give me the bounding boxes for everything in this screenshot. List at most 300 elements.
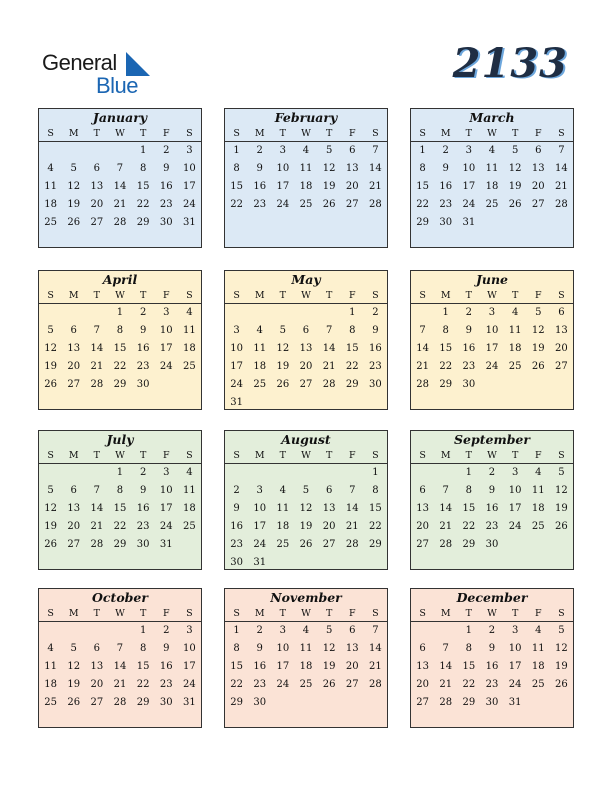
- day-cell: 1: [419, 145, 426, 156]
- day-cell: 13: [322, 503, 336, 514]
- day-cell: 14: [416, 343, 429, 354]
- weekday-label: S: [186, 290, 193, 301]
- weekday-header-row: [39, 126, 201, 142]
- week-row: [411, 536, 573, 554]
- day-cell: 2: [139, 467, 147, 478]
- day-cell: 29: [369, 539, 382, 550]
- day-cell: 24: [230, 379, 243, 390]
- day-cell: 19: [276, 361, 290, 372]
- week-row: [411, 622, 573, 640]
- day-cell: 12: [322, 643, 336, 654]
- weekday-label: T: [511, 450, 519, 461]
- day-cell: 31: [183, 697, 196, 708]
- day-cell: 12: [531, 325, 545, 336]
- week-row: [411, 196, 573, 214]
- day-cell: [271, 554, 294, 572]
- day-cell: [85, 622, 108, 640]
- week-row: [225, 376, 387, 394]
- month-title: December: [456, 590, 528, 605]
- day-cell: 11: [485, 163, 499, 174]
- weekday-label: T: [93, 290, 101, 301]
- day-cell: 3: [163, 307, 170, 318]
- weekday-label: S: [419, 450, 426, 461]
- day-cell: 11: [183, 325, 196, 336]
- day-cell: 13: [67, 503, 81, 514]
- day-cell: 24: [159, 521, 173, 532]
- day-cell: [85, 142, 108, 160]
- day-cell: [271, 464, 294, 482]
- day-cell: 15: [369, 503, 382, 514]
- month-january: [38, 108, 202, 248]
- day-cell: 1: [442, 307, 449, 318]
- day-cell: 24: [253, 539, 267, 550]
- day-cell: 16: [439, 181, 453, 192]
- weekday-label: S: [558, 608, 565, 619]
- day-cell: 10: [276, 643, 290, 654]
- day-cell: 7: [349, 485, 356, 496]
- week-row: [411, 658, 573, 676]
- day-cell: 26: [508, 199, 522, 210]
- day-cell: 7: [325, 325, 333, 336]
- day-cell: 19: [322, 181, 336, 192]
- month-title: February: [274, 110, 338, 125]
- day-cell: 9: [442, 163, 449, 174]
- day-cell: 7: [93, 325, 101, 336]
- day-cell: 20: [67, 521, 81, 532]
- day-cell: 5: [47, 485, 54, 496]
- day-cell: 24: [276, 199, 290, 210]
- day-cell: 13: [67, 343, 81, 354]
- weekday-label: T: [325, 608, 333, 619]
- day-cell: 17: [183, 661, 196, 672]
- day-cell: 1: [233, 625, 240, 636]
- day-cell: [225, 304, 248, 322]
- week-row: [39, 196, 201, 214]
- day-cell: [271, 304, 294, 322]
- day-cell: 23: [136, 521, 150, 532]
- day-cell: 28: [439, 697, 453, 708]
- week-row: [225, 500, 387, 518]
- day-cell: [39, 464, 62, 482]
- day-cell: 14: [345, 503, 359, 514]
- day-cell: 10: [230, 343, 243, 354]
- day-cell: 15: [113, 343, 127, 354]
- day-cell: 16: [230, 521, 243, 532]
- weekday-label: S: [233, 608, 240, 619]
- week-row: [411, 214, 573, 232]
- day-cell: 7: [442, 643, 449, 654]
- day-cell: 18: [299, 661, 313, 672]
- day-cell: 12: [508, 163, 522, 174]
- weekday-label: M: [440, 128, 451, 139]
- day-cell: 21: [113, 199, 127, 210]
- day-cell: 26: [322, 199, 336, 210]
- weekday-header-row: [225, 288, 387, 304]
- day-cell: 5: [47, 325, 54, 336]
- week-row: [39, 536, 201, 554]
- day-cell: 17: [276, 181, 290, 192]
- day-cell: 27: [555, 361, 568, 372]
- day-cell: 10: [462, 163, 476, 174]
- day-cell: 2: [163, 625, 170, 636]
- day-cell: 20: [90, 199, 104, 210]
- day-cell: 12: [276, 343, 290, 354]
- day-cell: [411, 622, 434, 640]
- day-cell: [411, 464, 434, 482]
- day-cell: 24: [462, 199, 476, 210]
- day-cell: 4: [47, 163, 54, 174]
- day-cell: 22: [113, 521, 127, 532]
- day-cell: 20: [67, 361, 81, 372]
- day-cell: 26: [555, 521, 568, 532]
- day-cell: 15: [416, 181, 429, 192]
- day-cell: [504, 536, 527, 554]
- weekday-label: T: [511, 608, 519, 619]
- week-row: [411, 482, 573, 500]
- day-cell: [364, 554, 387, 572]
- day-cell: 20: [345, 181, 359, 192]
- day-cell: 28: [439, 539, 453, 550]
- weekday-label: T: [93, 450, 101, 461]
- day-cell: 22: [230, 199, 243, 210]
- day-cell: 24: [183, 679, 196, 690]
- day-cell: 8: [233, 163, 240, 174]
- day-cell: 10: [508, 485, 522, 496]
- day-cell: 12: [44, 503, 57, 514]
- day-cell: 30: [439, 217, 453, 228]
- week-row: [411, 322, 573, 340]
- day-cell: [504, 214, 527, 232]
- day-cell: [550, 214, 573, 232]
- day-cell: 19: [67, 679, 81, 690]
- day-cell: 6: [93, 163, 101, 174]
- day-cell: [527, 536, 550, 554]
- day-cell: 12: [44, 343, 57, 354]
- day-cell: 6: [93, 643, 101, 654]
- day-cell: 3: [279, 145, 287, 156]
- day-cell: 2: [163, 145, 170, 156]
- week-row: [225, 658, 387, 676]
- day-cell: 21: [555, 181, 568, 192]
- day-cell: 27: [299, 379, 313, 390]
- day-cell: 12: [67, 181, 81, 192]
- day-cell: 23: [369, 361, 382, 372]
- day-cell: 28: [369, 199, 382, 210]
- weekday-label: T: [279, 128, 287, 139]
- day-cell: 2: [442, 145, 449, 156]
- day-cell: 9: [488, 485, 496, 496]
- day-cell: 4: [302, 625, 310, 636]
- day-cell: 25: [44, 697, 57, 708]
- day-cell: 15: [113, 503, 127, 514]
- weekday-label: W: [487, 450, 497, 461]
- day-cell: 8: [442, 325, 449, 336]
- day-cell: 11: [276, 503, 290, 514]
- day-cell: 24: [159, 361, 173, 372]
- day-cell: 9: [488, 643, 496, 654]
- day-cell: 26: [299, 539, 313, 550]
- day-cell: 1: [349, 307, 356, 318]
- month-june: [410, 270, 574, 410]
- weekday-label: M: [68, 290, 79, 301]
- day-cell: 2: [488, 625, 496, 636]
- day-cell: 22: [416, 199, 429, 210]
- month-november: [224, 588, 388, 728]
- week-row: [39, 658, 201, 676]
- day-cell: 23: [439, 199, 453, 210]
- weekday-label: T: [325, 450, 333, 461]
- day-cell: 6: [302, 325, 310, 336]
- week-row: [411, 340, 573, 358]
- day-cell: 11: [253, 343, 267, 354]
- day-cell: 29: [230, 697, 243, 708]
- day-cell: 2: [139, 307, 147, 318]
- day-cell: 5: [70, 163, 77, 174]
- day-cell: 18: [183, 343, 196, 354]
- day-cell: 30: [462, 379, 476, 390]
- weekday-label: S: [47, 128, 54, 139]
- day-cell: 30: [136, 379, 150, 390]
- week-row: [39, 160, 201, 178]
- weekday-label: S: [233, 450, 240, 461]
- day-cell: 9: [372, 325, 379, 336]
- day-cell: 23: [253, 679, 267, 690]
- week-row: [225, 518, 387, 536]
- day-cell: 26: [67, 217, 81, 228]
- day-cell: 12: [322, 163, 336, 174]
- day-cell: [318, 554, 341, 572]
- weekday-label: W: [487, 128, 497, 139]
- day-cell: 10: [508, 643, 522, 654]
- day-cell: 18: [44, 199, 57, 210]
- day-cell: 1: [372, 467, 379, 478]
- week-row: [225, 464, 387, 482]
- day-cell: 22: [230, 679, 243, 690]
- weekday-label: T: [325, 290, 333, 301]
- day-cell: [550, 694, 573, 712]
- weekday-header-row: [225, 448, 387, 464]
- day-cell: 19: [555, 503, 568, 514]
- day-cell: 9: [465, 325, 473, 336]
- weekday-label: W: [301, 450, 311, 461]
- month-august: [224, 430, 388, 570]
- day-cell: 20: [531, 181, 545, 192]
- day-cell: 23: [159, 199, 173, 210]
- day-cell: 4: [186, 307, 193, 318]
- day-cell: 17: [508, 503, 522, 514]
- month-title: October: [92, 590, 148, 605]
- day-cell: [434, 464, 457, 482]
- day-cell: 30: [485, 539, 499, 550]
- week-row: [225, 482, 387, 500]
- day-cell: [294, 394, 317, 412]
- day-cell: 31: [159, 539, 173, 550]
- day-cell: 23: [230, 539, 243, 550]
- month-title: June: [475, 272, 509, 287]
- week-row: [411, 500, 573, 518]
- weekday-label: S: [47, 450, 54, 461]
- day-cell: 27: [67, 539, 81, 550]
- day-cell: [341, 464, 364, 482]
- weekday-label: W: [487, 290, 497, 301]
- day-cell: 6: [325, 485, 333, 496]
- day-cell: 21: [369, 181, 382, 192]
- weekday-label: T: [279, 608, 287, 619]
- week-row: [225, 694, 387, 712]
- day-cell: 13: [531, 163, 545, 174]
- weekday-label: T: [465, 128, 473, 139]
- day-cell: 8: [465, 643, 473, 654]
- day-cell: 7: [116, 163, 124, 174]
- week-row: [225, 536, 387, 554]
- day-cell: 21: [90, 521, 104, 532]
- weekday-header-row: [411, 448, 573, 464]
- day-cell: [62, 142, 85, 160]
- day-cell: 27: [531, 199, 545, 210]
- day-cell: 22: [113, 361, 127, 372]
- day-cell: 6: [70, 325, 77, 336]
- day-cell: 10: [253, 503, 267, 514]
- day-cell: 19: [67, 199, 81, 210]
- day-cell: 11: [299, 163, 313, 174]
- day-cell: [318, 394, 341, 412]
- day-cell: 9: [256, 163, 263, 174]
- week-row: [411, 160, 573, 178]
- day-cell: 29: [136, 217, 150, 228]
- day-cell: [341, 694, 364, 712]
- day-cell: 28: [113, 697, 127, 708]
- day-cell: [480, 214, 503, 232]
- day-cell: 28: [345, 539, 359, 550]
- month-title: November: [270, 590, 342, 605]
- weekday-label: F: [534, 128, 542, 139]
- week-row: [39, 482, 201, 500]
- day-cell: [527, 376, 550, 394]
- weekday-label: S: [372, 608, 379, 619]
- day-cell: 8: [116, 325, 124, 336]
- day-cell: 18: [485, 181, 499, 192]
- day-cell: 3: [511, 467, 519, 478]
- month-title: January: [92, 110, 148, 125]
- day-cell: 13: [416, 661, 429, 672]
- weekday-label: W: [115, 290, 125, 301]
- day-cell: 29: [113, 379, 127, 390]
- day-cell: 11: [299, 643, 313, 654]
- day-cell: 25: [253, 379, 267, 390]
- day-cell: 30: [159, 217, 173, 228]
- week-row: [225, 622, 387, 640]
- weekday-label: F: [348, 450, 356, 461]
- day-cell: [108, 142, 131, 160]
- week-row: [225, 340, 387, 358]
- day-cell: 3: [465, 145, 473, 156]
- day-cell: 30: [485, 697, 499, 708]
- day-cell: 3: [186, 625, 193, 636]
- brand-line2: Blue: [96, 73, 139, 98]
- day-cell: 7: [442, 485, 449, 496]
- weekday-label: T: [279, 450, 287, 461]
- day-cell: 3: [186, 145, 193, 156]
- day-cell: 5: [325, 625, 333, 636]
- day-cell: 21: [439, 521, 453, 532]
- month-title: August: [281, 432, 331, 447]
- weekday-label: F: [162, 290, 170, 301]
- day-cell: 3: [163, 467, 170, 478]
- day-cell: 19: [508, 181, 522, 192]
- day-cell: [550, 376, 573, 394]
- day-cell: 15: [462, 503, 476, 514]
- day-cell: 1: [465, 467, 473, 478]
- day-cell: 20: [555, 343, 568, 354]
- month-may: [224, 270, 388, 410]
- weekday-label: M: [254, 290, 265, 301]
- day-cell: 11: [44, 181, 57, 192]
- day-cell: 7: [558, 145, 565, 156]
- weekday-label: F: [534, 450, 542, 461]
- day-cell: [341, 394, 364, 412]
- day-cell: 5: [325, 145, 333, 156]
- weekday-label: T: [93, 608, 101, 619]
- weekday-label: S: [186, 608, 193, 619]
- day-cell: [294, 464, 317, 482]
- day-cell: 13: [345, 643, 359, 654]
- day-cell: [294, 694, 317, 712]
- day-cell: 14: [439, 503, 453, 514]
- weekday-label: S: [233, 290, 240, 301]
- week-row: [411, 640, 573, 658]
- day-cell: 14: [322, 343, 336, 354]
- day-cell: 20: [416, 521, 429, 532]
- day-cell: 8: [139, 163, 147, 174]
- day-cell: 16: [253, 661, 267, 672]
- day-cell: [271, 694, 294, 712]
- day-cell: 28: [369, 679, 382, 690]
- day-cell: [225, 464, 248, 482]
- day-cell: 19: [322, 661, 336, 672]
- day-cell: 16: [159, 661, 173, 672]
- day-cell: 27: [90, 217, 104, 228]
- month-december: [410, 588, 574, 728]
- weekday-label: F: [534, 608, 542, 619]
- weekday-label: S: [558, 128, 565, 139]
- weekday-label: M: [68, 128, 79, 139]
- day-cell: 19: [555, 661, 568, 672]
- day-cell: 15: [462, 661, 476, 672]
- weekday-label: W: [487, 608, 497, 619]
- weekday-header-row: [39, 448, 201, 464]
- weekday-label: T: [511, 128, 519, 139]
- week-row: [225, 160, 387, 178]
- weekday-label: M: [68, 450, 79, 461]
- day-cell: 13: [555, 325, 568, 336]
- day-cell: 25: [183, 361, 196, 372]
- week-row: [39, 694, 201, 712]
- day-cell: [178, 536, 201, 554]
- day-cell: 31: [230, 397, 243, 408]
- day-cell: 16: [485, 661, 499, 672]
- day-cell: 5: [302, 485, 310, 496]
- weekday-label: F: [162, 450, 170, 461]
- day-cell: 11: [531, 643, 545, 654]
- day-cell: 22: [136, 679, 150, 690]
- day-cell: 25: [531, 679, 545, 690]
- weekday-label: F: [534, 290, 542, 301]
- day-cell: 3: [256, 485, 263, 496]
- month-march: [410, 108, 574, 248]
- week-row: [411, 518, 573, 536]
- day-cell: 7: [116, 643, 124, 654]
- week-row: [225, 676, 387, 694]
